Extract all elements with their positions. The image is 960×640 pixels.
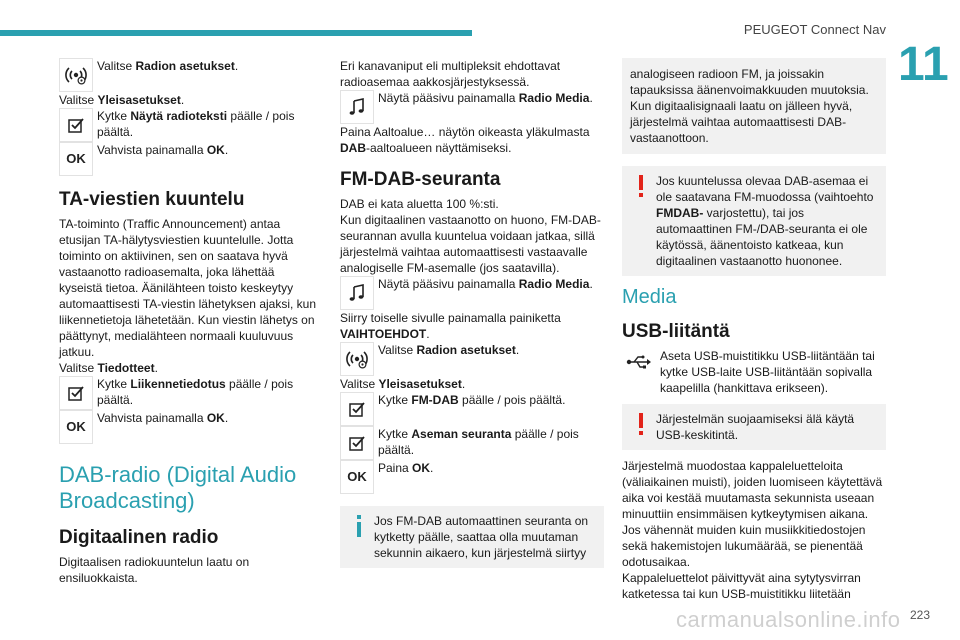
step-confirm-ok	[59, 410, 321, 444]
step-radio-media	[340, 90, 604, 124]
warning-text: Järjestelmän suojaamiseksi älä käytä USB-keskitintä.	[656, 412, 855, 442]
digital-radio-body: Digitaalisen radiokuuntelun laatu on ensiluokkaista.	[59, 555, 250, 585]
column-2	[340, 58, 604, 568]
usb-heading: USB-liitäntä	[622, 321, 730, 342]
warning-icon	[630, 411, 652, 443]
select-general-settings: Valitse Yleisasetukset.	[59, 93, 185, 107]
step-text: Kytke Näytä radioteksti päälle / pois päältä.	[97, 109, 295, 139]
ok-icon: OK	[340, 460, 374, 494]
select-announcements: Valitse Tiedotteet.	[59, 361, 158, 375]
radio-settings-icon	[340, 342, 374, 376]
usb-icon	[622, 348, 656, 376]
header-title: PEUGEOT Connect Nav	[743, 22, 886, 37]
step-press-ok	[340, 460, 604, 494]
step-text: Kytke Liikennetiedotus päälle / pois päältä.	[97, 377, 294, 407]
watermark: carmanualsonline.info	[676, 607, 901, 632]
ta-body: TA-toiminto (Traffic Announcement) antaa etusijan TA-hälytysviestien kuuntelulle. Jotta toiminto on aktiivinen, sen on saatava hyvä vastaanotto radioasemalta, joka lähettää kyseistä tietoa. Äänilähteen toisto keskeytyy automaattisesti TA-viestin lähetyksen ajaksi, kun liikennetietoja lähetetään. Kun viestin lähetys on päättynyt, medialähteen normaali kuuluvuus jatkuu.	[59, 217, 317, 359]
step-station-tracking	[340, 426, 604, 460]
dab-heading: DAB-radio (Digital Audio Broadcasting)	[59, 462, 297, 513]
usb-step	[622, 348, 886, 396]
warning-box	[622, 166, 886, 276]
column-1	[59, 58, 321, 586]
checkbox-icon	[340, 426, 374, 460]
step-text: Valitse Radion asetukset.	[378, 343, 520, 357]
select-general-settings: Valitse Yleisasetukset.	[340, 377, 466, 391]
info-box	[340, 506, 604, 568]
step-text: Vahvista painamalla OK.	[97, 411, 229, 425]
next-page: Siirry toiselle sivulle painamalla painiketta VAIHTOEHDOT.	[340, 311, 561, 341]
page-number: 223	[909, 608, 930, 622]
step-text: Paina OK.	[378, 461, 434, 475]
warning-box	[622, 404, 886, 450]
warning-icon	[630, 173, 652, 269]
step-text: Kytke FM-DAB päälle / pois päältä.	[378, 393, 566, 407]
step-traffic-info	[59, 376, 321, 410]
music-note-icon	[340, 276, 374, 310]
step-text: Kytke Aseman seuranta päälle / pois päältä.	[378, 427, 579, 457]
media-heading: Media	[622, 286, 677, 308]
step-text: Vahvista painamalla OK.	[97, 143, 229, 157]
chapter-number: 11	[898, 38, 960, 92]
press-band: Paina Aaltoalue… näytön oikeasta yläkulmasta DAB-aaltoalueen näyttämiseksi.	[340, 125, 590, 155]
warning-text: Jos kuuntelussa olevaa DAB-asemaa ei ole saatavana FM-muodossa (vaihtoehto FMDAB- varjostettu), tai jos automaattinen FM-/DAB-seuranta ei ole käytössä, äänentoisto katkeaa, kun digitaalinen vastaanotto huononee.	[656, 174, 874, 268]
step-text: Näytä pääsivu painamalla Radio Media.	[378, 277, 593, 291]
step-radio-settings	[59, 58, 321, 92]
radio-settings-icon	[59, 58, 93, 92]
checkbox-icon	[59, 108, 93, 142]
ok-icon: OK	[59, 142, 93, 176]
usb-body: Järjestelmä muodostaa kappaleluetteloita (väliaikainen muisti), joiden luomiseen käytettävä aika voi kestää muutamasta sekunnista useaan minuuttiin ensimmäisen kytkeytymisen aikana. Jos vähennät muiden kuin musiikkitiedostojen sekä hakemistojen lukumäärää, se pienentää odotusaikaa. Kappaleluettelot päivittyvät aina sytytysvirran katketessa tai kun USB-muistitikku liitetään	[622, 459, 883, 601]
info-icon	[348, 513, 370, 561]
checkbox-icon	[340, 392, 374, 426]
usb-step-text: Aseta USB-muistitikku USB-liitäntään tai kytke USB-laite USB-liitäntään sopivalla kaapelilla (hankittava erikseen).	[660, 349, 875, 395]
continued-info-box: analogiseen radioon FM, ja joissakin tapauksissa äänenvoimakkuuden muutoksia. Kun digitaalisignaali laatu on jälleen hyvä, järjestelmä vaihtaa automaattisesti DAB-vastaanottoon.	[622, 58, 886, 154]
digital-radio-heading: Digitaalinen radio	[59, 527, 219, 548]
ok-icon: OK	[59, 410, 93, 444]
step-radio-settings	[340, 342, 604, 376]
ta-heading: TA-viestien kuuntelu	[59, 189, 245, 210]
checkbox-icon	[59, 376, 93, 410]
step-radio-text	[59, 108, 321, 142]
step-confirm-ok	[59, 142, 321, 176]
step-radio-media	[340, 276, 604, 310]
fm-dab-heading: FM-DAB-seuranta	[340, 169, 501, 190]
step-fm-dab	[340, 392, 604, 426]
fm-dab-body: DAB ei kata aluetta 100 %:sti. Kun digitaalinen vastaanotto on huono, FM-DAB-seurannan avulla kuuntelua voidaan jatkaa, sillä järjestelmä vaihtaa automaattisesti vastaavalle analogiselle FM-asemalle (jos saatavilla).	[340, 197, 601, 275]
step-text: Näytä pääsivu painamalla Radio Media.	[378, 91, 593, 105]
column-3	[622, 58, 886, 602]
info-text: Jos FM-DAB automaattinen seuranta on kytketty päälle, saattaa olla muutaman sekunnin aikaero, kun järjestelmä siirtyy	[374, 514, 589, 560]
multiplex-intro: Eri kanavaniput eli multipleksit ehdottavat radioasemaa aakkosjärjestyksessä.	[340, 59, 561, 89]
header-accent-bar	[0, 30, 472, 36]
music-note-icon	[340, 90, 374, 124]
step-text: Valitse Radion asetukset.	[97, 59, 239, 73]
